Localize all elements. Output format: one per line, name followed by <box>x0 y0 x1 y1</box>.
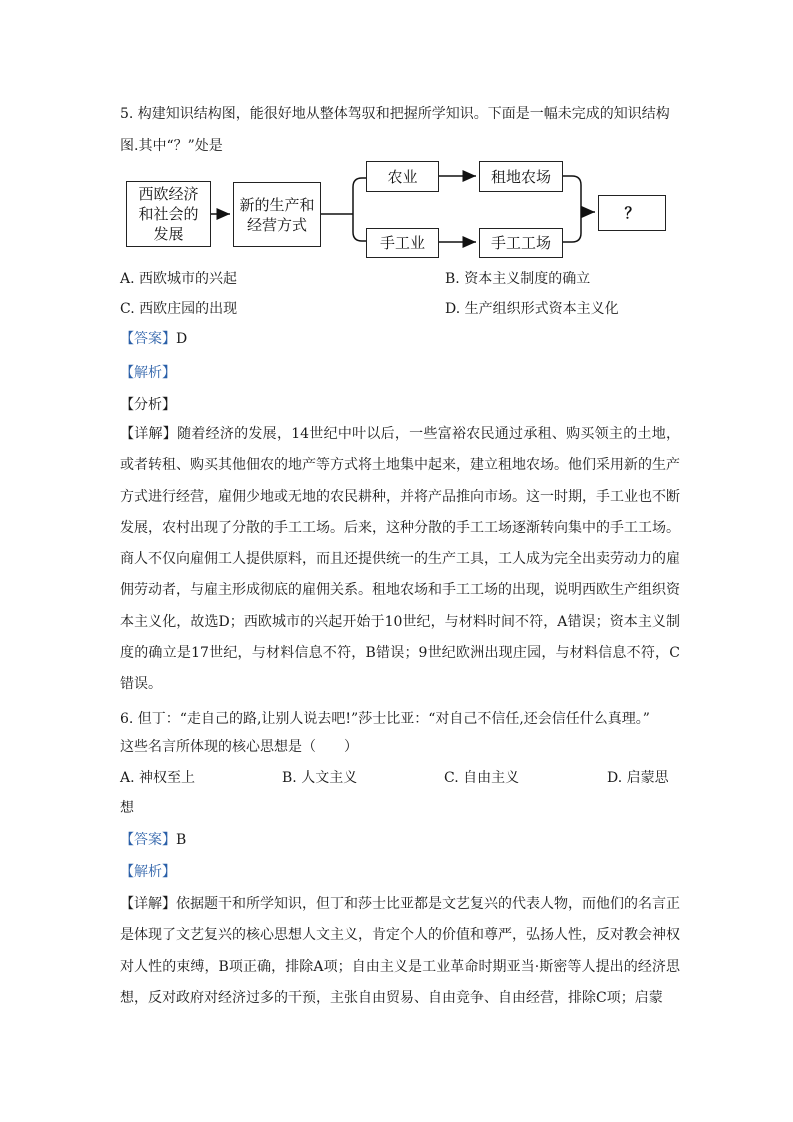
diagram-connectors <box>0 0 793 260</box>
bracket-bottom <box>353 214 366 241</box>
detail-text: 随着经济的发展，14世纪中叶以后，一些富裕农民通过承租、购买领主的土地，或者转租、购买其他佃农的地产等方式将土地集中起来，建立租地农场。他们采用新的生产方式进行经营，雇佣少地或无地的农民耕种，并将产品推向市场。这一时期，手工业也不断发展，农村出现了分散的手工工场。后来，这种分散的手工工场逐渐转向集中的手工工场。商人不仅向雇佣工人提供原料，而且还提供统一的生产工具，工人成为完全出卖劳动力的雇佣劳动者，与雇主形成彻底的雇佣关系。租地农场和手工工场的出现，说明西欧生产组织资本主义化，故选D；西欧城市的兴起开始于10世纪，与材料时间不符，A错误；资本主义制度的确立是17世纪，与材料信息不符，B错误；9世纪欧洲出现庄园，与材料信息不符，C错误。 <box>120 426 681 693</box>
answer-value: D <box>176 331 188 347</box>
q6-option-d-wrap: 想 <box>120 800 134 816</box>
q5-detail <box>120 419 680 701</box>
q5-option-d: D. 生产组织形式资本主义化 <box>445 301 619 317</box>
q5-stem-line2: 图.其中“？”处是 <box>120 138 223 154</box>
detail-text: 依据题干和所学知识，但丁和莎士比亚都是文艺复兴的代表人物，而他们的名言正是体现了文艺复兴的核心思想人文主义，肯定个人的价值和尊严，弘扬人性，反对教会神权对人性的束缚，B项正确，排除A项；自由主义是工业革命时期亚当·斯密等人提出的经济思想，反对政府对经济过多的干预，主张自由贸易、自由竞争、自由经营，排除C项；启蒙 <box>120 896 680 1006</box>
box-agriculture: 农业 <box>366 161 439 192</box>
detail-tag: 【详解】 <box>120 426 178 442</box>
q6-detail <box>120 889 680 1014</box>
box-western-europe-development: 西欧经济 和社会的 发展 <box>126 181 211 247</box>
bracket-top <box>353 178 366 214</box>
q6-answer <box>120 830 186 850</box>
q6-option-b: B. 人文主义 <box>282 770 358 786</box>
detail-tag: 【详解】 <box>120 896 176 912</box>
box-handicraft: 手工业 <box>366 228 439 258</box>
q6-option-d: D. 启蒙思 <box>607 770 669 786</box>
q6-option-a: A. 神权至上 <box>120 770 196 786</box>
q5-analysis-tag: 【解析】 <box>120 365 176 381</box>
box-leased-farm: 租地农场 <box>479 161 563 192</box>
answer-tag: 【答案】 <box>120 331 176 347</box>
box-question-mark: ？ <box>598 195 666 231</box>
q5-option-a: A. 西欧城市的兴起 <box>120 271 238 287</box>
answer-tag: 【答案】 <box>120 832 176 848</box>
q6-stem-line1: 6. 但丁：“走自己的路,让别人说去吧!”莎士比亚：“对自己不信任,还会信任什么真理。” <box>120 711 650 727</box>
q5-option-c: C. 西欧庄园的出现 <box>120 301 238 317</box>
q5-fenxi-tag: 【分析】 <box>120 397 176 413</box>
answer-value: B <box>176 832 187 848</box>
q5-option-b: B. 资本主义制度的确立 <box>445 271 591 287</box>
q5-stem-line1: 5. 构建知识结构图，能很好地从整体驾驭和把握所学知识。下面是一幅未完成的知识结构 <box>120 106 670 122</box>
merge-bracket <box>563 176 581 242</box>
q6-option-c: C. 自由主义 <box>444 770 520 786</box>
q5-answer <box>120 329 187 349</box>
q6-stem-line2: 这些名言所体现的核心思想是（ ） <box>120 739 358 755</box>
box-new-production-methods: 新的生产和 经营方式 <box>233 182 321 247</box>
box-workshop: 手工工场 <box>479 228 563 258</box>
q6-analysis-tag: 【解析】 <box>120 864 176 880</box>
